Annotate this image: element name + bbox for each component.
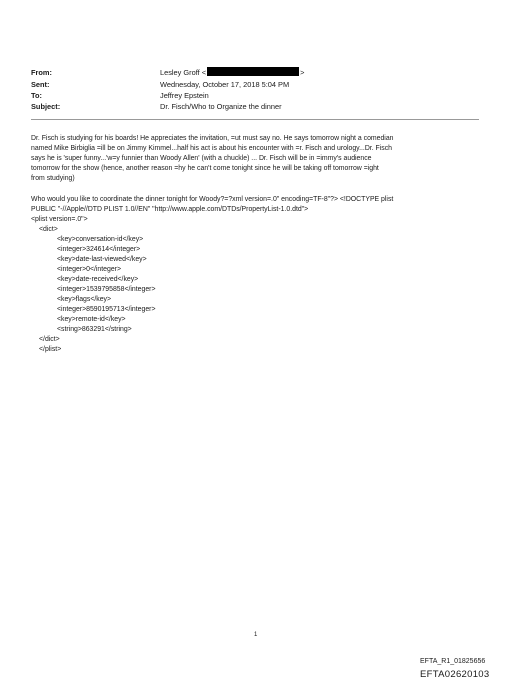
subject-row [0,101,512,112]
subject-label: Subject: [31,102,61,111]
plist-item: <key>date-received</key> [57,276,139,283]
header-divider [31,119,479,120]
plist-item: <string>863291</string> [57,326,132,333]
to-value: Jeffrey Epstein [160,91,209,100]
body-line: Dr. Fisch is studying for his boards! He appreciates the invitation, =ut must say no. He says tomorrow night a comedian [31,135,394,142]
plist-item: <integer>0</integer> [57,266,121,273]
from-value [160,67,304,78]
body-line: PUBLIC "-//Apple//DTD PLIST 1.0//EN" "http://www.apple.com/DTDs/PropertyList-1.0.dtd"> [31,206,309,213]
plist-item: <integer>324614</integer> [57,246,141,253]
body-line: tomorrow for the show (hence, another reason =hy he can't come tonight since he will be taking off tomorrow =ight [31,165,379,172]
body-line: says he is 'super funny...'w=y funnier than Woody Allen' (with a chuckle) ... Dr. Fisch will be in =immy's audience [31,155,372,162]
plist-item: <key>date-last-viewed</key> [57,256,147,263]
body-line: from studying) [31,175,75,182]
plist-item: <key>remote-id</key> [57,316,126,323]
plist-item: <integer>1539795858</integer> [57,286,156,293]
plist-close: </plist> [39,346,62,353]
plist-item: <key>conversation-id</key> [57,236,144,243]
plist-item: <integer>8590195713</integer> [57,306,156,313]
subject-value: Dr. Fisch/Who to Organize the dinner [160,102,282,111]
redaction-box [207,67,299,76]
to-row [0,90,512,101]
body-line: named Mike Birbiglia =ill be on Jimmy Kimmel...half his act is about his encounter with =r. Fisch and urology...Dr. Fisch [31,145,393,152]
bates-stamp-large: EFTA02620103 [420,669,490,680]
sent-value: Wednesday, October 17, 2018 5:04 PM [160,80,290,89]
from-row [0,67,512,78]
body-paragraph-1 [31,134,491,184]
body-paragraph-2 [31,195,491,355]
bates-stamp-small: EFTA_R1_01825656 [420,658,486,665]
sent-label: Sent: [31,80,50,89]
email-body [31,134,491,355]
from-suffix: > [300,68,305,77]
page-number: 1 [254,632,258,638]
from-label: From: [31,68,52,77]
dict-open: <dict> [39,226,58,233]
from-name: Lesley Groff < [160,68,207,77]
plist-item: <key>flags</key> [57,296,112,303]
sent-row [0,79,512,90]
body-line: <plist version=.0"> [31,216,88,223]
to-label: To: [31,91,42,100]
body-line: Who would you like to coordinate the dinner tonight for Woody?=?xml version=.0" encoding=TF-8"?> <!DOCTYPE plist [31,196,394,203]
dict-close: </dict> [39,336,60,343]
